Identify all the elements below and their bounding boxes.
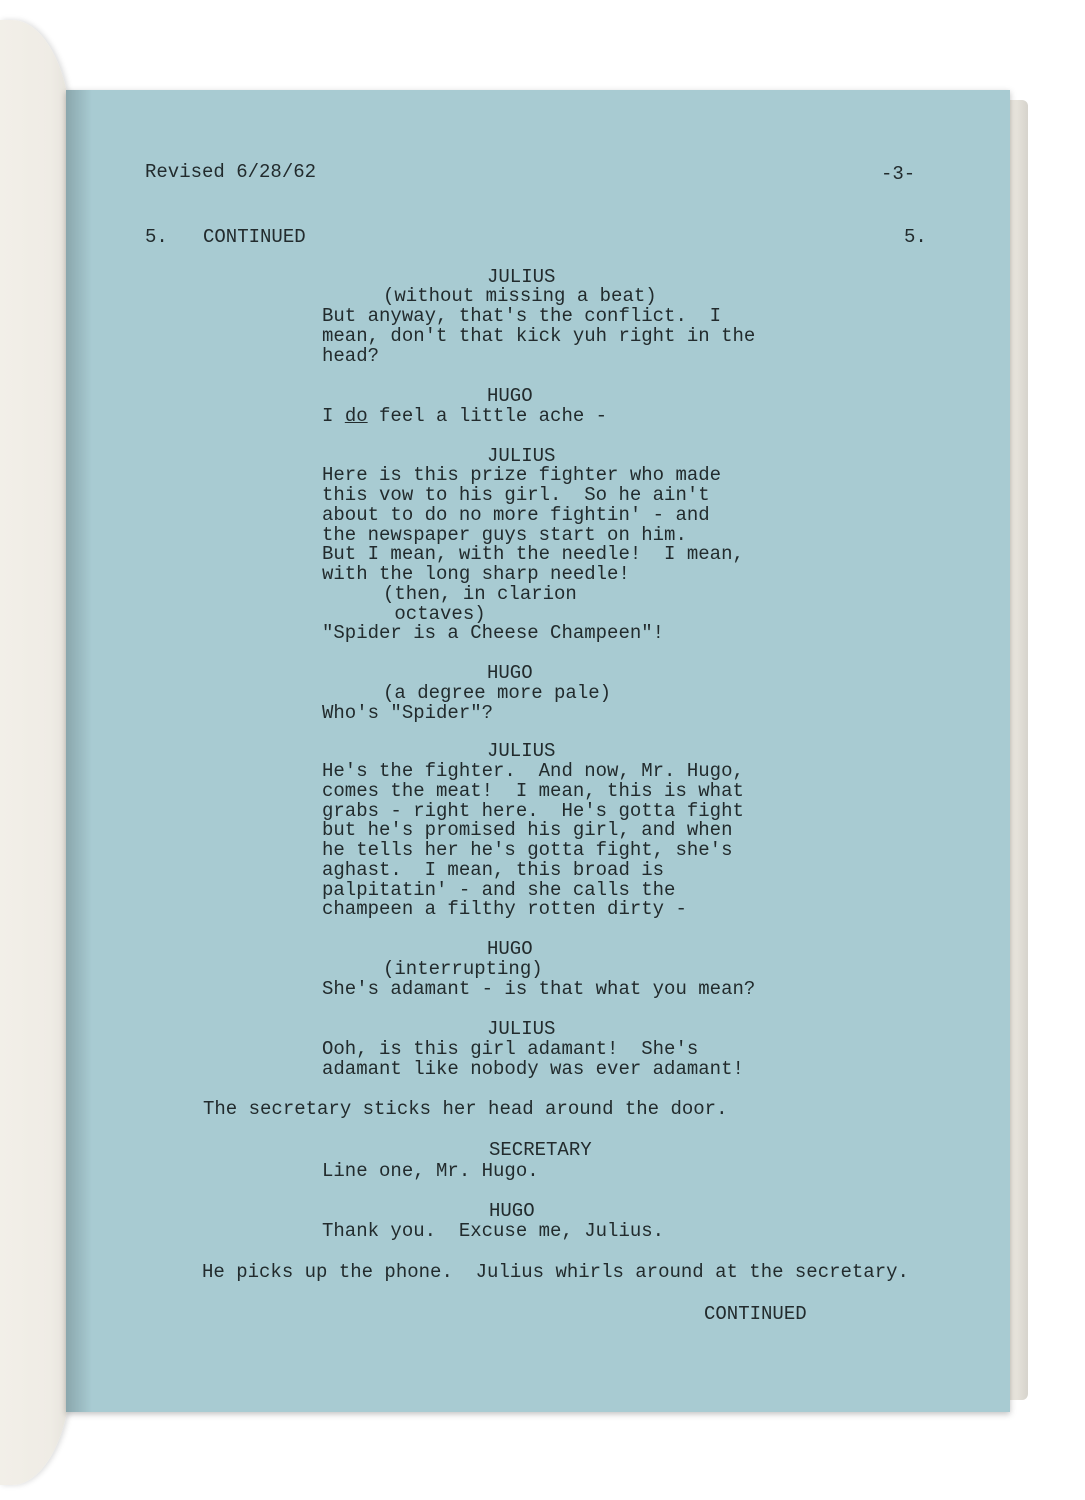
dialogue-text: I (322, 405, 345, 427)
gutter-shadow (66, 90, 92, 1412)
page-number: -3- (881, 163, 916, 185)
dialogue-line: head? (322, 345, 380, 367)
dialogue-line: grabs - right here. He's gotta fight (322, 800, 744, 822)
dialogue-line: He's the fighter. And now, Mr. Hugo, (322, 760, 744, 782)
character-name: HUGO (489, 1200, 535, 1222)
action-line: The secretary sticks her head around the door. (203, 1098, 728, 1120)
dialogue-line: champeen a filthy rotten dirty - (322, 898, 687, 920)
dialogue-line: comes the meat! I mean, this is what (322, 780, 744, 802)
book-cover (0, 20, 72, 1485)
parenthetical: (then, in clarion (383, 583, 577, 605)
dialogue-line: mean, don't that kick yuh right in the (322, 325, 756, 347)
character-name: JULIUS (487, 266, 556, 288)
scene-number-left: 5. (145, 226, 168, 248)
dialogue-text: feel a little ache - (367, 405, 608, 427)
revision-date: Revised 6/28/62 (145, 161, 317, 183)
dialogue-line: But I mean, with the needle! I mean, (322, 543, 744, 565)
dialogue-line: Line one, Mr. Hugo. (322, 1160, 539, 1182)
scene-number-right: 5. (904, 226, 927, 248)
character-name: JULIUS (487, 1018, 556, 1040)
action-line: He picks up the phone. Julius whirls around at the secretary. (202, 1261, 909, 1283)
dialogue-line: adamant like nobody was ever adamant! (322, 1058, 744, 1080)
dialogue-line (322, 406, 607, 426)
dialogue-line: the newspaper guys start on him. (322, 524, 687, 546)
dialogue-line: Here is this prize fighter who made (322, 464, 722, 486)
dialogue-line: Ooh, is this girl adamant! She's (322, 1038, 699, 1060)
dialogue-line: with the long sharp needle! (322, 563, 630, 585)
parenthetical: octaves) (383, 603, 486, 625)
character-name: JULIUS (487, 740, 556, 762)
character-name: HUGO (487, 662, 533, 684)
dialogue-line: Who's "Spider"? (322, 702, 494, 724)
character-name: JULIUS (487, 445, 556, 467)
dialogue-line: aghast. I mean, this broad is (322, 859, 665, 881)
dialogue-line: he tells her he's gotta fight, she's (322, 839, 733, 861)
parenthetical: (interrupting) (383, 958, 543, 980)
dialogue-line: Thank you. Excuse me, Julius. (322, 1220, 665, 1242)
character-name: HUGO (487, 385, 533, 407)
script-page (66, 90, 1010, 1412)
dialogue-line: But anyway, that's the conflict. I (322, 305, 722, 327)
parenthetical: (without missing a beat) (383, 285, 657, 307)
dialogue-line: She's adamant - is that what you mean? (322, 978, 756, 1000)
character-name: HUGO (487, 938, 533, 960)
dialogue-line: palpitatin' - and she calls the (322, 879, 676, 901)
scene-continued: CONTINUED (203, 226, 306, 248)
dialogue-line: "Spider is a Cheese Champeen"! (322, 622, 665, 644)
character-name: SECRETARY (489, 1139, 592, 1161)
dialogue-line: this vow to his girl. So he ain't (322, 484, 710, 506)
dialogue-line: about to do no more fightin' - and (322, 504, 710, 526)
underlined-word: do (344, 405, 368, 427)
dialogue-line: but he's promised his girl, and when (322, 819, 733, 841)
parenthetical: (a degree more pale) (383, 682, 612, 704)
continued-footer: CONTINUED (704, 1303, 807, 1325)
